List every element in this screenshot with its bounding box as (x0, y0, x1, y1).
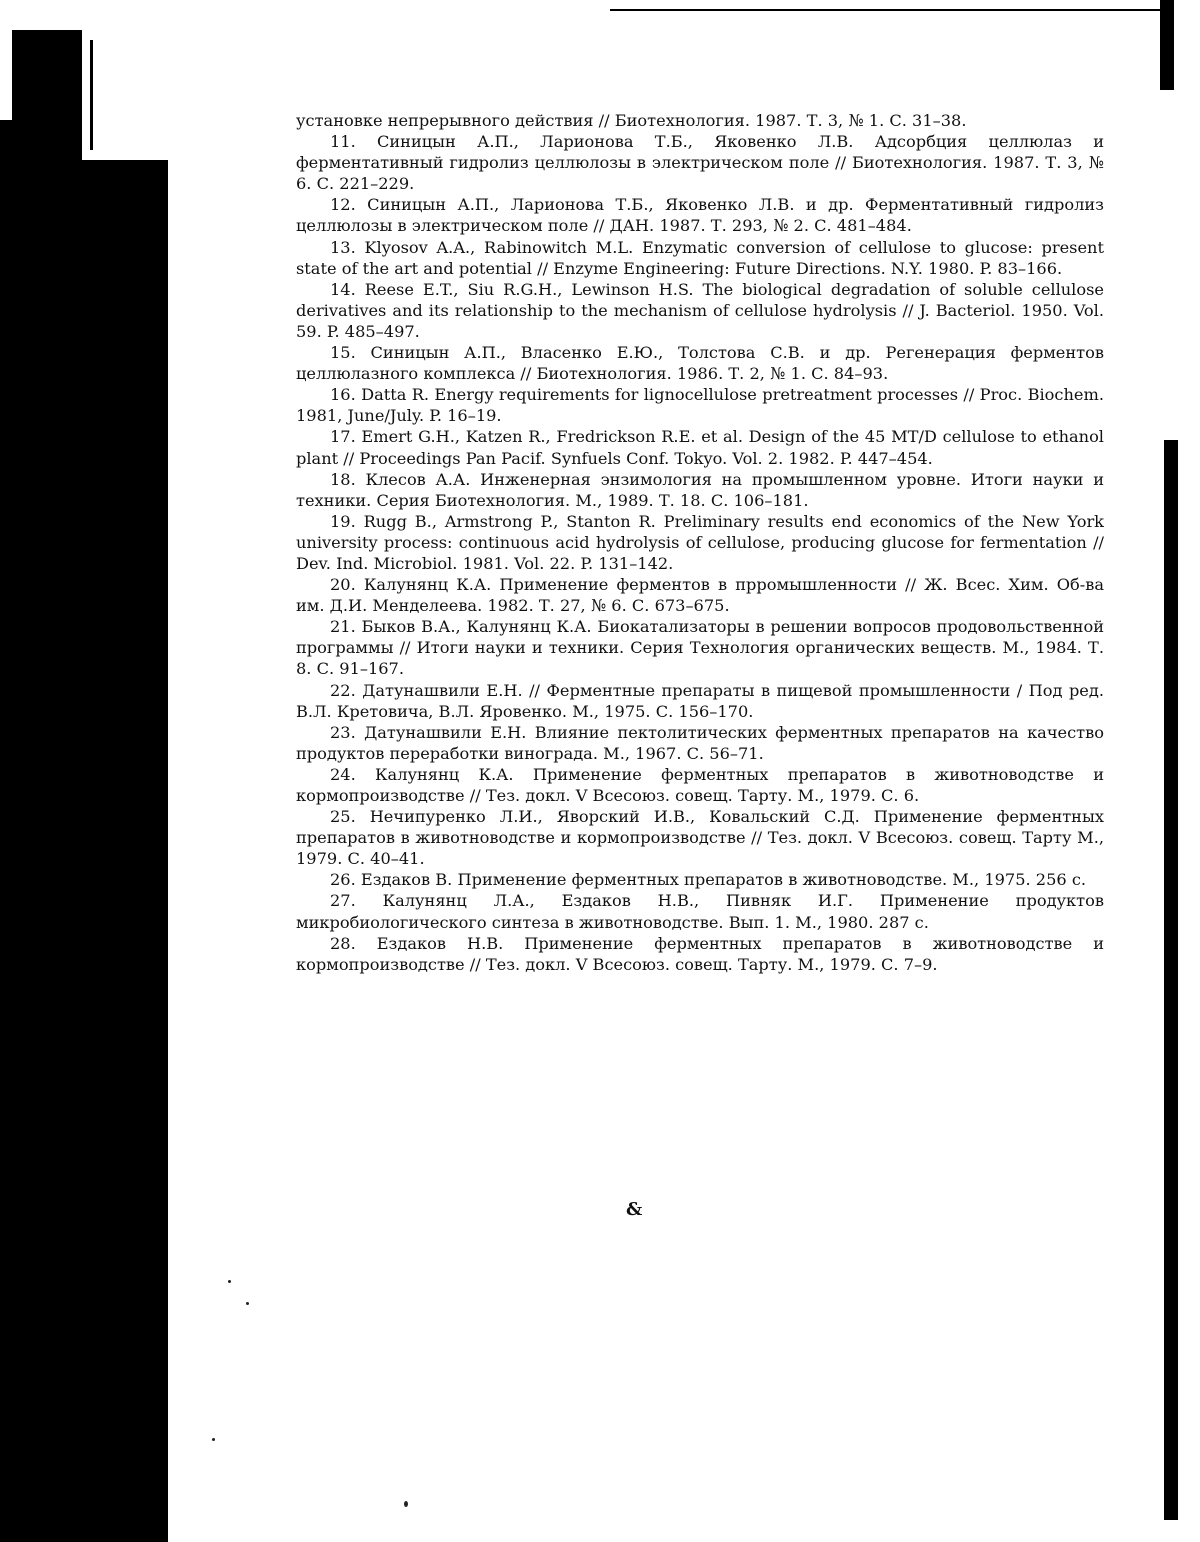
scan-speck (212, 1438, 215, 1441)
reference-item: 17. Emert G.H., Katzen R., Fredrickson R.E. et al. Design of the 45 MT/D cellulose to ethanol plant // Proceedings Pan Pacif. Synfuels Conf. Tokyo. Vol. 2. 1982. P. 447–454. (296, 427, 1104, 468)
reference-item: 12. Синицын А.П., Ларионова Т.Б., Яковенко Л.В. и др. Ферментативный гидролиз целлюлозы в электрическом поле // ДАН. 1987. Т. 293, № 2. С. 481–484. (296, 195, 1104, 236)
reference-list (296, 110, 1104, 975)
reference-continuation: установке непрерывного действия // Биотехнология. 1987. Т. 3, № 1. С. 31–38. (296, 111, 967, 130)
top-rule (610, 9, 1170, 11)
scan-edge-right (1164, 440, 1178, 1520)
reference-item: 19. Rugg B., Armstrong P., Stanton R. Preliminary results end economics of the New York university process: continuous acid hydrolysis of cellulose, producing glucose for fermentation // Dev. Ind. Microbiol. 1981. Vol. 22. P. 131–142. (296, 511, 1104, 573)
reference-item: 24. Калунянц К.А. Применение ферментных препаратов в животноводстве и кормопроизводстве // Тез. докл. V Всесоюз. совещ. Тарту. М., 1979. С. 6. (296, 764, 1104, 805)
scan-edge-left (0, 120, 48, 1542)
reference-item: 28. Ездаков Н.В. Применение ферментных препаратов в животноводстве и кормопроизводстве // Тез. докл. V Всесоюз. совещ. Тарту. М., 1979. С. 7–9. (296, 933, 1104, 974)
page-mark: & (626, 1199, 643, 1220)
reference-item: 18. Клесов А.А. Инженерная энзимология на промышленном уровне. Итоги науки и техники. Серия Биотехнология. М., 1989. Т. 18. С. 106–181. (296, 469, 1104, 510)
scan-edge-gap (90, 40, 133, 150)
reference-item: 13. Klyosov A.A., Rabinowitch M.L. Enzymatic conversion of cellulose to glucose: present state of the art and potential // Enzyme Engineering: Future Directions. N.Y. 1980. P. 83–166. (296, 237, 1104, 278)
scan-edge-right-top (1160, 0, 1174, 90)
scan-speck (404, 1501, 408, 1507)
reference-item: 14. Reese E.T., Siu R.G.H., Lewinson H.S. The biological degradation of soluble cellulose derivatives and its relationship to the mechanism of cellulose hydrolysis // J. Bacteriol. 1950. Vol. 59. P. 485–497. (296, 279, 1104, 341)
scan-binding-strip (48, 160, 168, 1542)
reference-item: 20. Калунянц К.А. Применение ферментов в прромышленности // Ж. Всес. Хим. Об-ва им. Д.И. Менделеева. 1982. Т. 27, № 6. С. 673–675. (296, 575, 1104, 616)
reference-item: 16. Datta R. Energy requirements for lignocellulose pretreatment processes // Proc. Biochem. 1981, June/July. P. 16–19. (296, 385, 1104, 426)
reference-item: 22. Датунашвили Е.Н. // Ферментные препараты в пищевой промышленности / Под ред. В.Л. Кретовича, В.Л. Яровенко. М., 1975. С. 156–170. (296, 680, 1104, 721)
reference-item: 23. Датунашвили Е.Н. Влияние пектолитических ферментных препаратов на качество продуктов переработки винограда. М., 1967. С. 56–71. (296, 722, 1104, 763)
scan-speck (246, 1302, 249, 1305)
reference-item: 21. Быков В.А., Калунянц К.А. Биокатализаторы в решении вопросов продовольственной программы // Итоги науки и техники. Серия Технология органических веществ. М., 1984. Т. 8. С. 91–167. (296, 617, 1104, 679)
reference-item: 15. Синицын А.П., Власенко Е.Ю., Толстова С.В. и др. Регенерация ферментов целлюлазного комплекса // Биотехнология. 1986. Т. 2, № 1. С. 84–93. (296, 343, 1104, 384)
reference-item: 25. Нечипуренко Л.И., Яворский И.В., Ковальский С.Д. Применение ферментных препаратов в животноводстве и кормопроизводстве // Тез. докл. V Всесоюз. совещ. Тарту М., 1979. С. 40–41. (296, 807, 1104, 869)
reference-item: 11. Синицын А.П., Ларионова Т.Б., Яковенко Л.В. Адсорбция целлюлаз и ферментативный гидролиз целлюлозы в электрическом поле // Биотехнология. 1987. Т. 3, № 6. С. 221–229. (296, 132, 1104, 194)
scan-speck (228, 1280, 231, 1283)
reference-item: 27. Калунянц Л.А., Ездаков Н.В., Пивняк И.Г. Применение продуктов микробиологического синтеза в животноводстве. Вып. 1. М., 1980. 287 с. (296, 891, 1104, 932)
reference-item: 26. Ездаков В. Применение ферментных препаратов в животноводстве. М., 1975. 256 с. (330, 870, 1087, 890)
